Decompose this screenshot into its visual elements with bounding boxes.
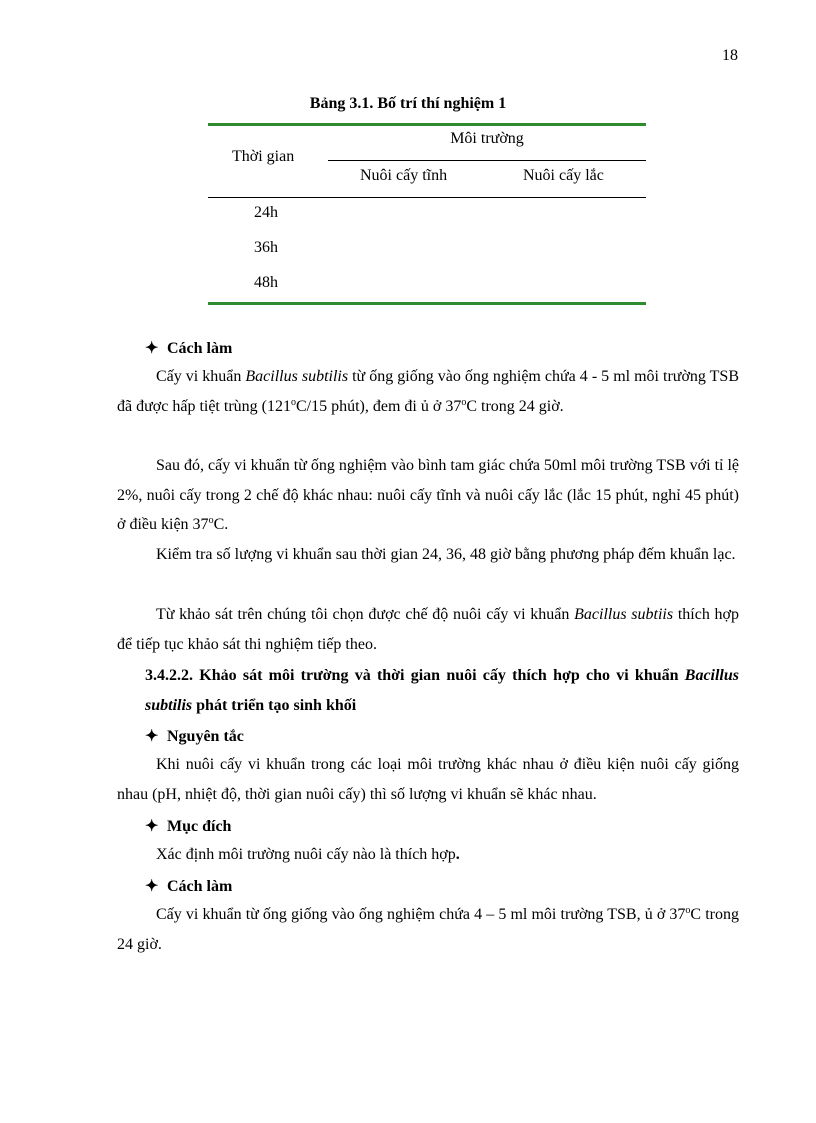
table-bottom-rule (208, 302, 646, 305)
method-paragraph-3: Kiểm tra số lượng vi khuẩn sau thời gian 24, 36, 48 giờ bằng phương pháp đếm khuẩn lạc. (156, 546, 736, 563)
header-medium: Môi trường (450, 130, 524, 147)
method2-heading: ✦ Cách làm (145, 878, 233, 895)
header-bottom-rule (208, 197, 646, 198)
header-static: Nuôi cấy tĩnh (360, 167, 448, 184)
row-36h: 36h (254, 239, 278, 256)
principle-heading: ✦ Nguyên tắc (145, 728, 244, 745)
method-paragraph-1: Cấy vi khuẩn Bacillus subtilis từ ống giống vào ống nghiệm chứa 4 - 5 ml môi trường TSB đã được hấp tiệt trùng (121$^o$C/15 phút), đem đi ủ ở 37$^o$C trong 24 giờ. (117, 368, 739, 415)
bullet-star-icon: ✦ (145, 728, 159, 745)
table-top-rule (208, 123, 646, 126)
bullet-star-icon: ✦ (145, 818, 159, 835)
section-title: 3.4.2.2. Khảo sát môi trường và thời gian nuôi cấy thích hợp cho vi khuẩn Bacillus subtilis phát triển tạo sinh khối (145, 667, 739, 714)
purpose-paragraph: Xác định môi trường nuôi cấy nào là thích hợp. (156, 846, 460, 863)
row-48h: 48h (254, 274, 278, 291)
row-24h: 24h (254, 204, 278, 221)
table-caption: Bảng 3.1. Bố trí thí nghiệm 1 (309, 95, 507, 112)
method2-paragraph: Cấy vi khuẩn từ ống giống vào ống nghiệm chứa 4 – 5 ml môi trường TSB, ủ ở 37$^o$C trong 24 giờ. (117, 905, 739, 953)
principle-paragraph: Khi nuôi cấy vi khuẩn trong các loại môi trường khác nhau ở điều kiện nuôi cấy giống nhau (pH, nhiệt độ, thời gian nuôi cấy) thì số lượng vi khuẩn sẽ khác nhau. (117, 756, 739, 803)
header-subrule (328, 160, 646, 161)
bullet-star-icon: ✦ (145, 340, 159, 357)
header-shake: Nuôi cấy lắc (523, 167, 604, 184)
method-paragraph-4: Từ khảo sát trên chúng tôi chọn được chế độ nuôi cấy vi khuẩn Bacillus subtiis thích hợp để tiếp tục khảo sát thi nghiệm tiếp theo. (117, 606, 740, 653)
method-paragraph-2: Sau đó, cấy vi khuẩn từ ống nghiệm vào bình tam giác chứa 50ml môi trường TSB với tỉ lệ 2%, nuôi cấy trong 2 chế độ khác nhau: nuôi cấy tĩnh và nuôi cấy lắc (lắc 15 phút, nghỉ 45 phút) ở điều kiện 37$^o$C. (117, 457, 740, 533)
header-time: Thời gian (232, 148, 295, 165)
page-number: 18 (722, 47, 738, 64)
method-heading: ✦ Cách làm (145, 340, 233, 357)
bullet-star-icon: ✦ (145, 878, 159, 895)
purpose-heading: ✦ Mục đích (145, 818, 232, 835)
